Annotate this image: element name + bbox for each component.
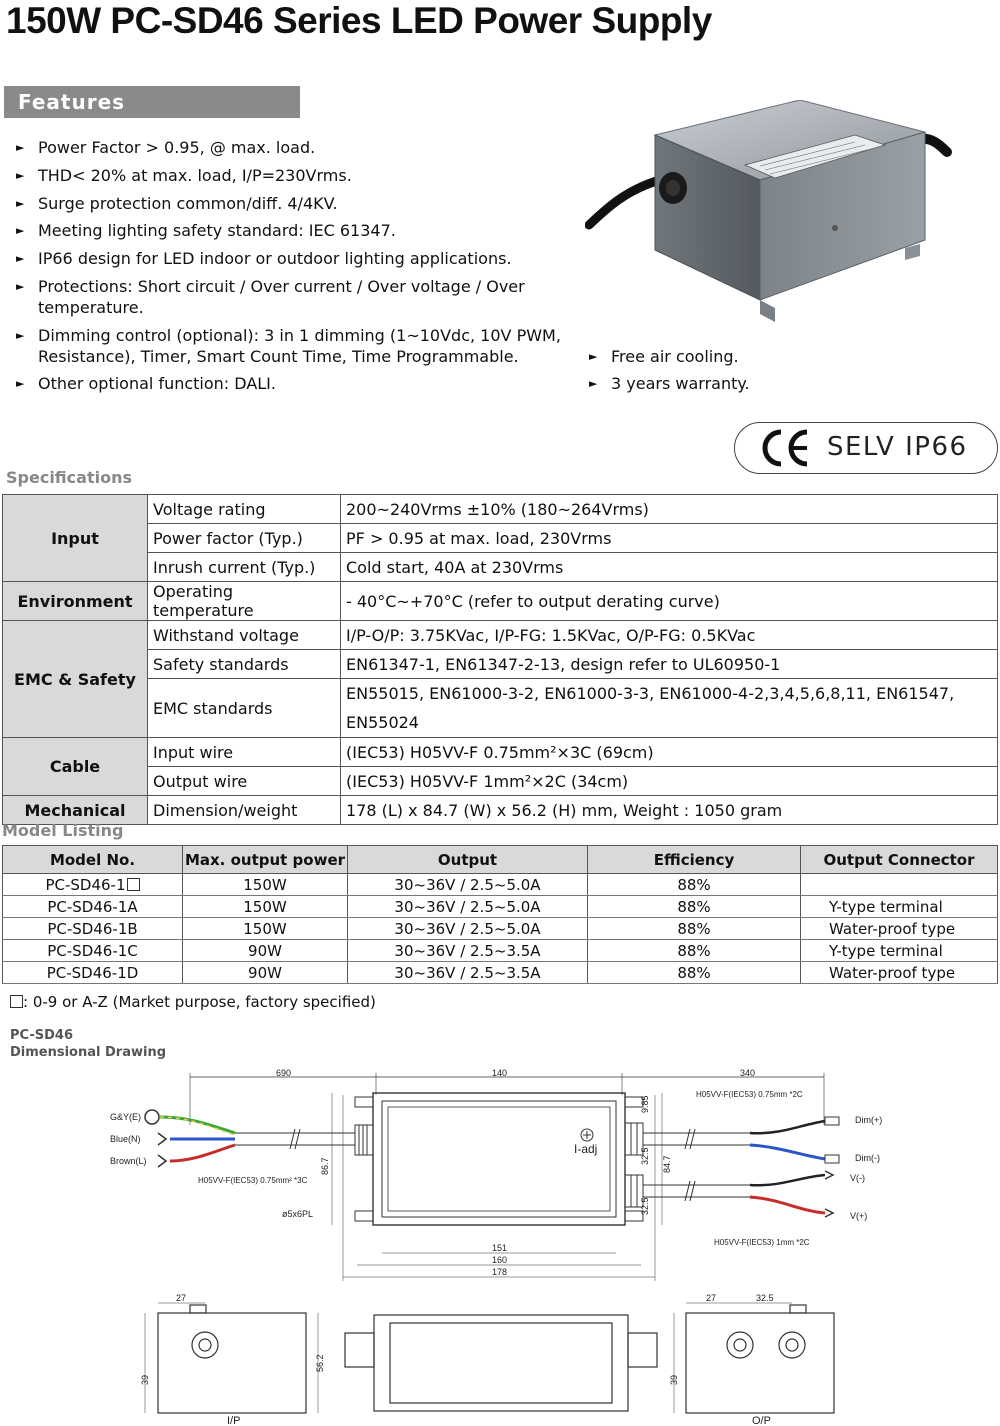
table-row bbox=[3, 896, 998, 918]
model-cell: PC-SD46-1B bbox=[3, 918, 183, 940]
efficiency-cell: 88% bbox=[588, 874, 801, 896]
spec-value: 200~240Vrms ±10% (180~264Vrms) bbox=[341, 495, 998, 524]
spec-value: I/P-O/P: 3.75KVac, I/P-FG: 1.5KVac, O/P-FG: 0.5KVac bbox=[341, 621, 998, 650]
power-cell: 90W bbox=[183, 962, 348, 984]
spec-item: Input wire bbox=[148, 738, 341, 767]
feature-item: ► Other optional function: DALI. bbox=[16, 374, 276, 393]
output-cell: 30~36V / 2.5~5.0A bbox=[348, 918, 588, 940]
column-header: Max. output power bbox=[183, 846, 348, 874]
arrow-icon: ► bbox=[16, 377, 25, 390]
output-cell: 30~36V / 2.5~5.0A bbox=[348, 896, 588, 918]
model-cell: PC-SD46-1C bbox=[3, 940, 183, 962]
label-ip: I/P bbox=[227, 1415, 241, 1426]
label-v-plus: V(+) bbox=[850, 1211, 868, 1221]
spec-category: Input bbox=[3, 495, 148, 582]
column-header: Efficiency bbox=[588, 846, 801, 874]
feature-item: ► Free air cooling. bbox=[589, 347, 739, 366]
placeholder-box-icon bbox=[127, 878, 140, 891]
label-iadj: I-adj bbox=[574, 1142, 598, 1156]
dim-140: 140 bbox=[492, 1068, 508, 1078]
ce-mark-icon bbox=[757, 427, 813, 469]
connector-cell: Water-proof type bbox=[801, 962, 998, 984]
spec-value: (IEC53) H05VV-F 0.75mm²×3C (69cm) bbox=[341, 738, 998, 767]
table-header-row bbox=[3, 846, 998, 874]
table-row bbox=[3, 796, 998, 825]
table-row bbox=[3, 918, 998, 940]
dimensional-drawing bbox=[100, 1065, 900, 1426]
feature-item: ► Meeting lighting safety standard: IEC 61347. bbox=[16, 221, 396, 240]
table-row bbox=[3, 738, 998, 767]
spec-item: EMC standards bbox=[148, 679, 341, 738]
table-row bbox=[3, 767, 998, 796]
label-op: O/P bbox=[752, 1415, 771, 1426]
arrow-icon: ► bbox=[16, 197, 25, 210]
spec-category: Mechanical bbox=[3, 796, 148, 825]
specifications-heading: Specifications bbox=[6, 468, 132, 487]
spec-item: Output wire bbox=[148, 767, 341, 796]
label-input-cable: H05VV-F(IEC53) 0.75mm² *3C bbox=[198, 1176, 308, 1185]
power-cell: 90W bbox=[183, 940, 348, 962]
connector-cell: Water-proof type bbox=[801, 918, 998, 940]
dim-160: 160 bbox=[492, 1255, 508, 1265]
dim-690: 690 bbox=[276, 1068, 292, 1078]
spec-item: Safety standards bbox=[148, 650, 341, 679]
label-v-minus: V(-) bbox=[850, 1173, 865, 1183]
feature-item: ► Surge protection common/diff. 4/4KV. bbox=[16, 194, 338, 213]
feature-item: ► IP66 design for LED indoor or outdoor lighting applications. bbox=[16, 249, 512, 268]
efficiency-cell: 88% bbox=[588, 962, 801, 984]
spec-item: Dimension/weight bbox=[148, 796, 341, 825]
arrow-icon: ► bbox=[589, 377, 598, 390]
table-row bbox=[3, 650, 998, 679]
spec-value: (IEC53) H05VV-F 1mm²×2C (34cm) bbox=[341, 767, 998, 796]
output-cell: 30~36V / 2.5~3.5A bbox=[348, 940, 588, 962]
table-row bbox=[3, 940, 998, 962]
spec-item: Withstand voltage bbox=[148, 621, 341, 650]
column-header: Model No. bbox=[3, 846, 183, 874]
feature-item: ► Protections: Short circuit / Over current / Over voltage / Over temperature. bbox=[16, 277, 525, 317]
dim-340: 340 bbox=[740, 1068, 756, 1078]
connector-cell: Y-type terminal bbox=[801, 940, 998, 962]
dim-32-5-op: 32.5 bbox=[756, 1293, 774, 1303]
dim-9-85: 9.85 bbox=[640, 1095, 650, 1113]
model-table bbox=[2, 845, 998, 984]
table-row bbox=[3, 679, 998, 738]
dim-86-7: 86.7 bbox=[320, 1157, 330, 1175]
spec-item: Operating temperature bbox=[148, 582, 341, 621]
spec-category: Cable bbox=[3, 738, 148, 796]
dim-32-5-bottom: 32.5 bbox=[640, 1197, 650, 1215]
certification-text: SELV IP66 bbox=[827, 432, 968, 462]
efficiency-cell: 88% bbox=[588, 940, 801, 962]
feature-item: ► Power Factor > 0.95, @ max. load. bbox=[16, 138, 316, 157]
table-row bbox=[3, 582, 998, 621]
model-cell: PC-SD46-1A bbox=[3, 896, 183, 918]
dim-27-ip: 27 bbox=[176, 1293, 187, 1303]
spec-value: - 40°C~+70°C (refer to output derating curve) bbox=[341, 582, 998, 621]
power-cell: 150W bbox=[183, 874, 348, 896]
spec-item: Voltage rating bbox=[148, 495, 341, 524]
dim-178: 178 bbox=[492, 1267, 508, 1277]
placeholder-box-icon bbox=[10, 995, 23, 1008]
table-row bbox=[3, 524, 998, 553]
spec-value: Cold start, 40A at 230Vrms bbox=[341, 553, 998, 582]
model-listing-heading: Model Listing bbox=[2, 821, 124, 840]
label-dim-plus: Dim(+) bbox=[855, 1115, 883, 1125]
label-dim-minus: Dim(-) bbox=[855, 1153, 880, 1163]
output-cell: 30~36V / 2.5~3.5A bbox=[348, 962, 588, 984]
output-cell: 30~36V / 2.5~5.0A bbox=[348, 874, 588, 896]
page-title: 150W PC-SD46 Series LED Power Supply bbox=[6, 0, 712, 41]
label-output-cable-bottom: H05VV-F(IEC53) 1mm *2C bbox=[714, 1238, 810, 1247]
label-gy: G&Y(E) bbox=[110, 1112, 142, 1122]
power-cell: 150W bbox=[183, 918, 348, 940]
specifications-table bbox=[2, 494, 998, 825]
dim-39-ip: 39 bbox=[140, 1374, 150, 1385]
arrow-icon: ► bbox=[16, 329, 25, 342]
arrow-icon: ► bbox=[16, 169, 25, 182]
connector-cell: Y-type terminal bbox=[801, 896, 998, 918]
efficiency-cell: 88% bbox=[588, 918, 801, 940]
certification-badge bbox=[734, 422, 998, 474]
table-row bbox=[3, 621, 998, 650]
dim-27-op: 27 bbox=[706, 1293, 717, 1303]
efficiency-cell: 88% bbox=[588, 896, 801, 918]
model-note: : 0-9 or A-Z (Market purpose, factory specified) bbox=[10, 993, 376, 1011]
product-photo bbox=[585, 100, 965, 335]
spec-category: EMC & Safety bbox=[3, 621, 148, 738]
label-hole: ø5x6PL bbox=[282, 1209, 314, 1219]
arrow-icon: ► bbox=[16, 280, 25, 293]
label-blue: Blue(N) bbox=[110, 1134, 141, 1144]
feature-item: ► Dimming control (optional): 3 in 1 dimming (1~10Vdc, 10V PWM, Resistance), Timer, Smart Count Time, Time Programmable. bbox=[16, 326, 561, 366]
spec-value: PF > 0.95 at max. load, 230Vrms bbox=[341, 524, 998, 553]
spec-value: 178 (L) x 84.7 (W) x 56.2 (H) mm, Weight : 1050 gram bbox=[341, 796, 998, 825]
table-row bbox=[3, 553, 998, 582]
dim-56-2: 56.2 bbox=[315, 1354, 325, 1372]
dim-84-7: 84.7 bbox=[662, 1155, 672, 1173]
arrow-icon: ► bbox=[589, 350, 598, 363]
label-brown: Brown(L) bbox=[110, 1156, 147, 1166]
power-cell: 150W bbox=[183, 896, 348, 918]
feature-item: ► 3 years warranty. bbox=[589, 374, 750, 393]
model-cell: PC-SD46-1D bbox=[3, 962, 183, 984]
spec-category: Environment bbox=[3, 582, 148, 621]
spec-item: Power factor (Typ.) bbox=[148, 524, 341, 553]
dim-32-5-top: 32.5 bbox=[640, 1147, 650, 1165]
spec-item: Inrush current (Typ.) bbox=[148, 553, 341, 582]
connector-cell bbox=[801, 874, 998, 896]
table-row bbox=[3, 495, 998, 524]
label-output-cable-top: H05VV-F(IEC53) 0.75mm *2C bbox=[696, 1090, 803, 1099]
model-cell: PC-SD46-1 bbox=[3, 874, 183, 896]
dim-151: 151 bbox=[492, 1243, 508, 1253]
drawing-heading: PC-SD46 Dimensional Drawing bbox=[10, 1028, 166, 1060]
arrow-icon: ► bbox=[16, 252, 25, 265]
spec-value: EN55015, EN61000-3-2, EN61000-3-3, EN61000-4-2,3,4,5,6,8,11, EN61547, EN55024 bbox=[341, 679, 998, 738]
table-row bbox=[3, 874, 998, 896]
spec-value: EN61347-1, EN61347-2-13, design refer to UL60950-1 bbox=[341, 650, 998, 679]
table-row bbox=[3, 962, 998, 984]
column-header: Output Connector bbox=[801, 846, 998, 874]
dim-39-op: 39 bbox=[669, 1374, 679, 1385]
features-heading: Features bbox=[4, 86, 300, 118]
arrow-icon: ► bbox=[16, 141, 25, 154]
arrow-icon: ► bbox=[16, 224, 25, 237]
column-header: Output bbox=[348, 846, 588, 874]
feature-item: ► THD< 20% at max. load, I/P=230Vrms. bbox=[16, 166, 352, 185]
